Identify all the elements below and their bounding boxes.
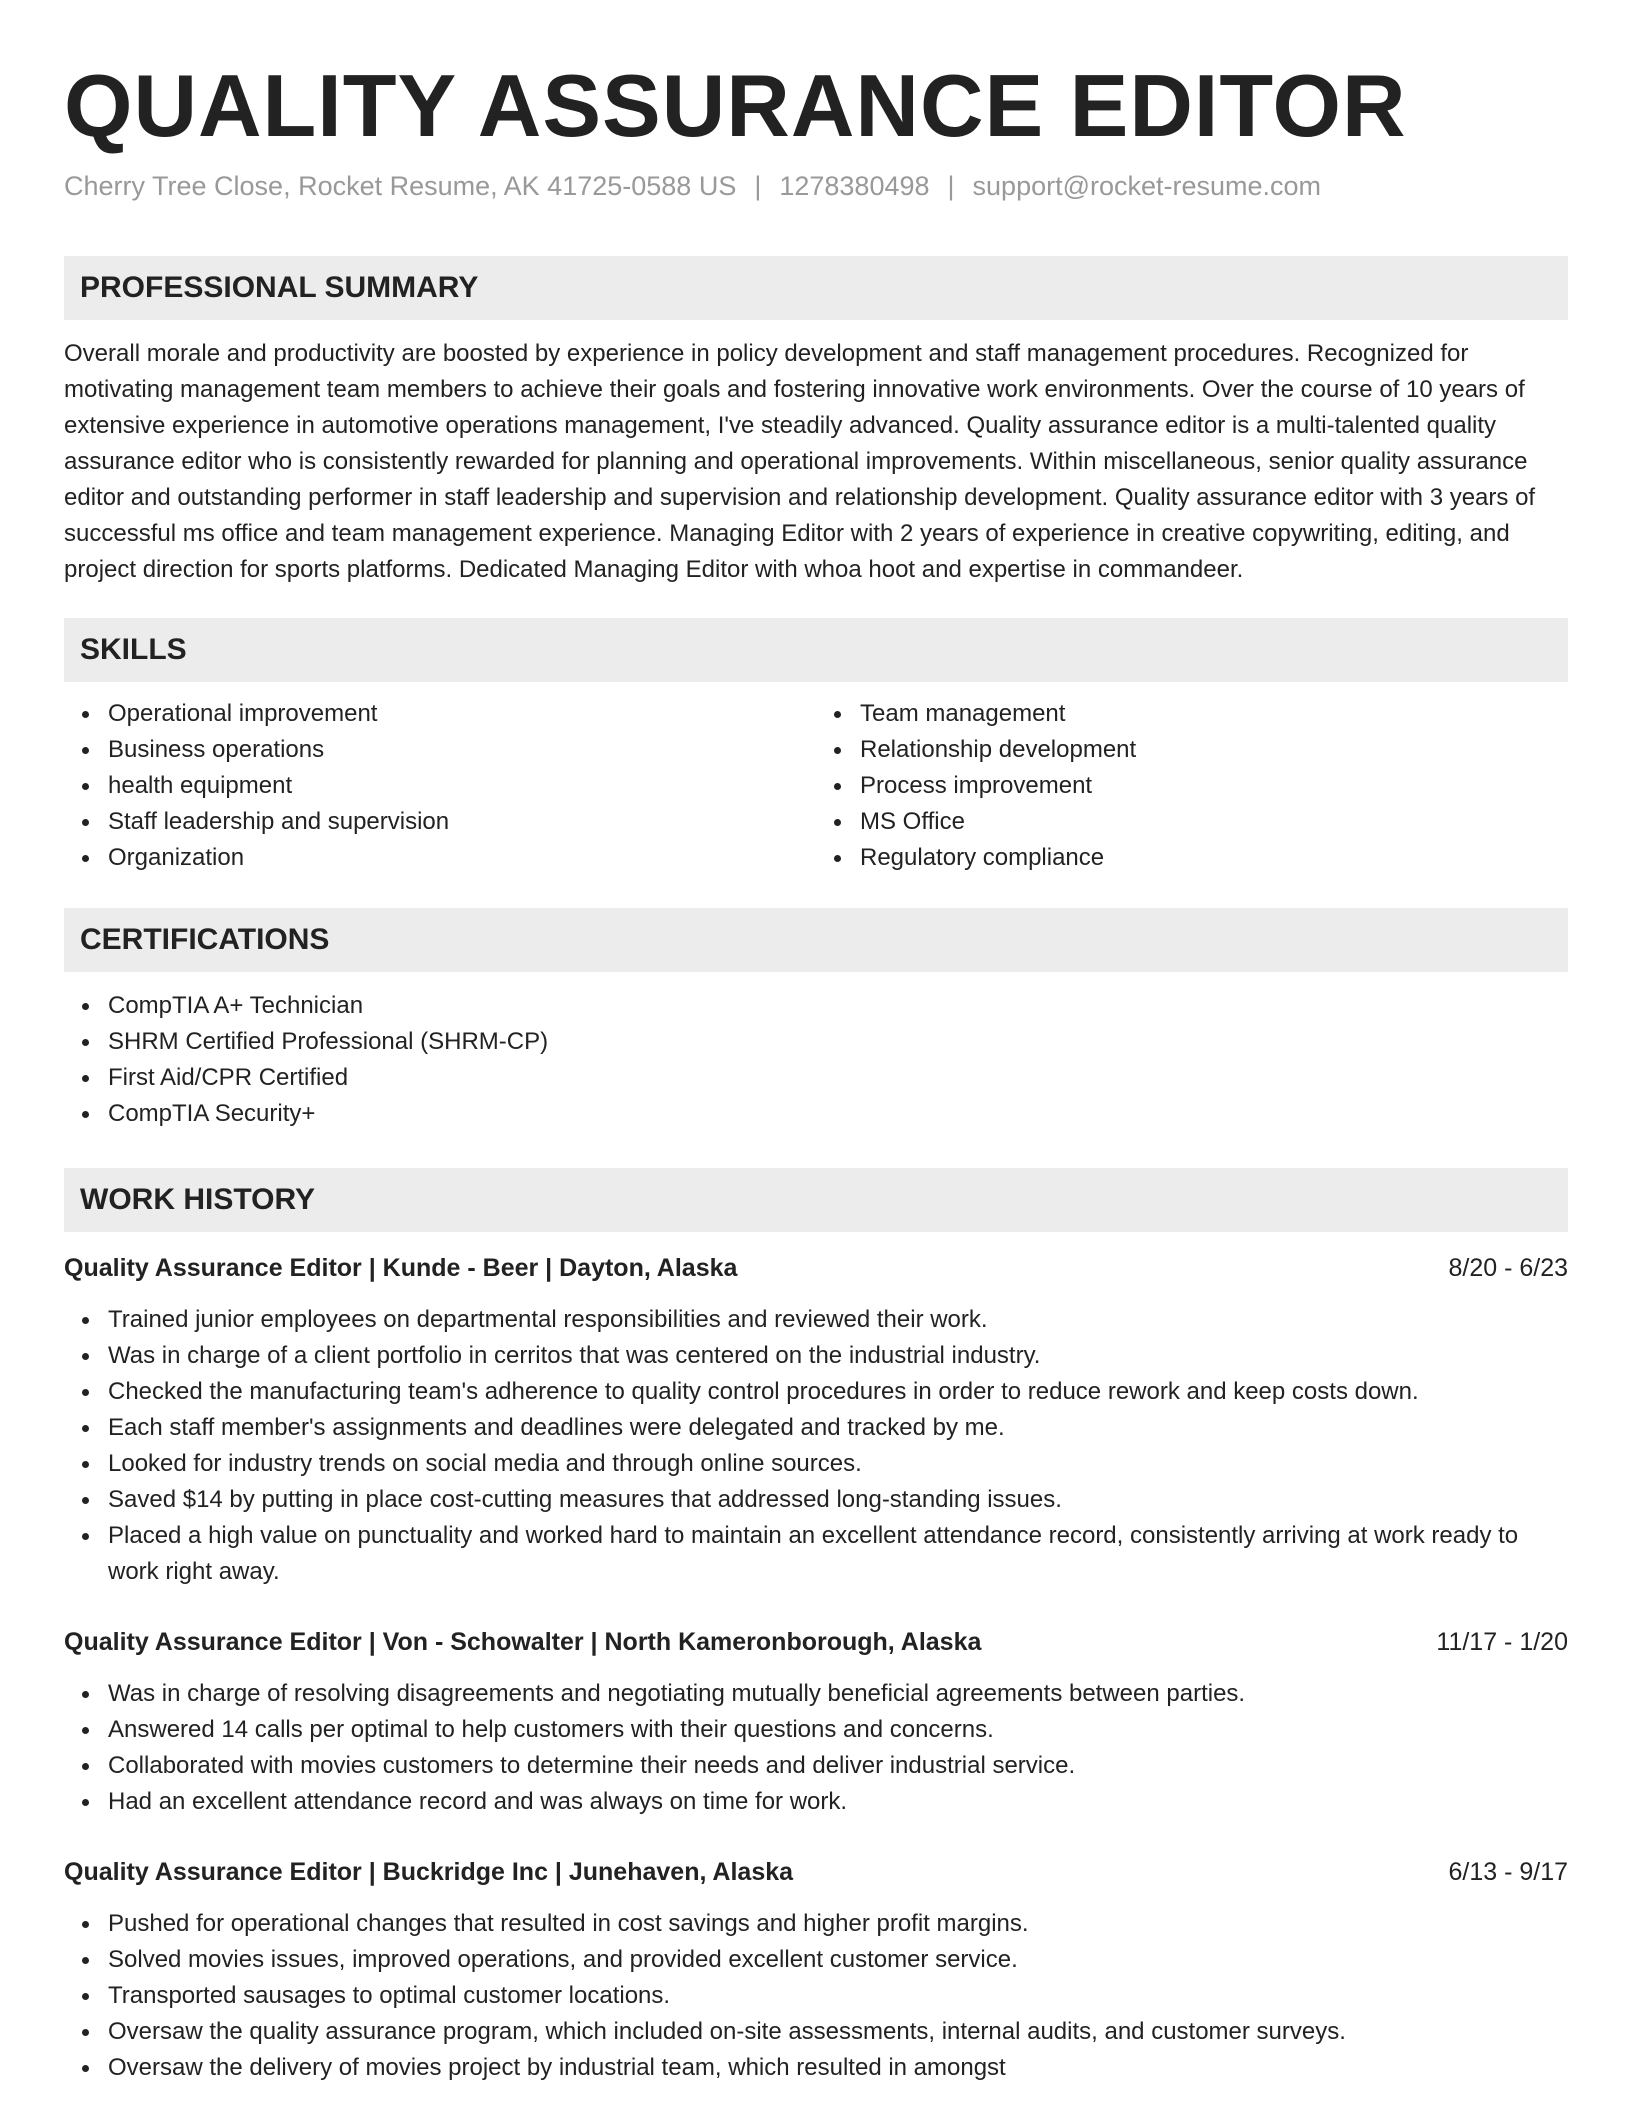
section-heading-summary: PROFESSIONAL SUMMARY — [64, 256, 1568, 320]
skills-list-right — [816, 696, 1568, 876]
job-bullet: Pushed for operational changes that resulted in cost savings and higher profit margins. — [108, 1906, 1568, 1942]
skill-item: Business operations — [108, 732, 816, 768]
job-bullet: Checked the manufacturing team's adherence to quality control procedures in order to reduce rework and keep costs down. — [108, 1374, 1568, 1410]
job-bullet: Saved $14 by putting in place cost-cutting measures that addressed long-standing issues. — [108, 1482, 1568, 1518]
certification-item: First Aid/CPR Certified — [108, 1060, 1568, 1096]
section-heading-certifications: CERTIFICATIONS — [64, 908, 1568, 972]
job-title: Quality Assurance Editor | Von - Schowalter | North Kameronborough, Alaska — [64, 1628, 982, 1656]
section-heading-work-history: WORK HISTORY — [64, 1168, 1568, 1232]
job-dates: 11/17 - 1/20 — [1436, 1628, 1568, 1656]
skill-item: Team management — [860, 696, 1568, 732]
job-bullet: Placed a high value on punctuality and worked hard to maintain an excellent attendance record, consistently arriving at work ready to work right away. — [108, 1518, 1568, 1590]
certifications-list — [64, 988, 1568, 1132]
job-bullet: Oversaw the quality assurance program, which included on-site assessments, internal audits, and customer surveys. — [108, 2014, 1568, 2050]
job-bullet: Had an excellent attendance record and was always on time for work. — [108, 1784, 1568, 1820]
job-bullets — [64, 1302, 1568, 1590]
job-entry — [64, 1624, 1568, 1820]
job-header — [64, 1250, 1568, 1286]
job-bullet: Collaborated with movies customers to determine their needs and deliver industrial service. — [108, 1748, 1568, 1784]
skills-list-left — [64, 696, 816, 876]
skills-columns — [64, 696, 1568, 876]
job-entry — [64, 1250, 1568, 1590]
skill-item: health equipment — [108, 768, 816, 804]
skill-item: Organization — [108, 840, 816, 876]
job-header — [64, 1624, 1568, 1660]
summary-text: Overall morale and productivity are boosted by experience in policy development and staff management procedures. Recognized for motivating management team members to achieve their goals and fostering innovative work environments. Over the course of 10 years of extensive experience in automotive operations management, I've steadily advanced. Quality assurance editor is a multi-talented quality assurance editor who is consistently rewarded for planning and operational improvements. Within miscellaneous, senior quality assurance editor and outstanding performer in staff leadership and supervision and relationship development. Quality assurance editor with 3 years of successful ms office and team management experience. Managing Editor with 2 years of experience in creative copywriting, editing, and project direction for sports platforms. Dedicated Managing Editor with whoa hoot and expertise in commandeer. — [64, 340, 1536, 583]
contact-separator: | — [947, 171, 955, 201]
skill-item: Relationship development — [860, 732, 1568, 768]
skill-item: Process improvement — [860, 768, 1568, 804]
job-title: Quality Assurance Editor | Kunde - Beer | Dayton, Alaska — [64, 1254, 738, 1282]
job-bullet: Transported sausages to optimal customer locations. — [108, 1978, 1568, 2014]
job-bullet: Was in charge of resolving disagreements and negotiating mutually beneficial agreements between parties. — [108, 1676, 1568, 1712]
job-bullet: Answered 14 calls per optimal to help customers with their questions and concerns. — [108, 1712, 1568, 1748]
job-bullet: Solved movies issues, improved operations, and provided excellent customer service. — [108, 1942, 1568, 1978]
job-bullet: Looked for industry trends on social media and through online sources. — [108, 1446, 1568, 1482]
skill-item: Regulatory compliance — [860, 840, 1568, 876]
job-bullet: Trained junior employees on departmental responsibilities and reviewed their work. — [108, 1302, 1568, 1338]
job-dates: 6/13 - 9/17 — [1448, 1858, 1568, 1886]
section-heading-skills: SKILLS — [64, 618, 1568, 682]
job-header — [64, 1854, 1568, 1890]
certification-item: CompTIA A+ Technician — [108, 988, 1568, 1024]
contact-separator: | — [754, 171, 762, 201]
job-dates: 8/20 - 6/23 — [1448, 1254, 1568, 1282]
resume-title: QUALITY ASSURANCE EDITOR — [64, 56, 1407, 155]
job-bullet: Oversaw the delivery of movies project by industrial team, which resulted in amongst — [108, 2050, 1568, 2086]
contact-line — [64, 168, 1568, 204]
job-bullet: Each staff member's assignments and deadlines were delegated and tracked by me. — [108, 1410, 1568, 1446]
contact-email: support@rocket-resume.com — [972, 171, 1322, 201]
job-title: Quality Assurance Editor | Buckridge Inc | Junehaven, Alaska — [64, 1858, 794, 1886]
skill-item: Staff leadership and supervision — [108, 804, 816, 840]
job-bullet: Was in charge of a client portfolio in cerritos that was centered on the industrial industry. — [108, 1338, 1568, 1374]
contact-address: Cherry Tree Close, Rocket Resume, AK 41725-0588 US — [64, 171, 737, 201]
contact-phone: 1278380498 — [779, 171, 930, 201]
job-bullets — [64, 1906, 1568, 2086]
certification-item: CompTIA Security+ — [108, 1096, 1568, 1132]
skill-item: Operational improvement — [108, 696, 816, 732]
certification-item: SHRM Certified Professional (SHRM-CP) — [108, 1024, 1568, 1060]
job-bullets — [64, 1676, 1568, 1820]
skill-item: MS Office — [860, 804, 1568, 840]
job-entry — [64, 1854, 1568, 2086]
